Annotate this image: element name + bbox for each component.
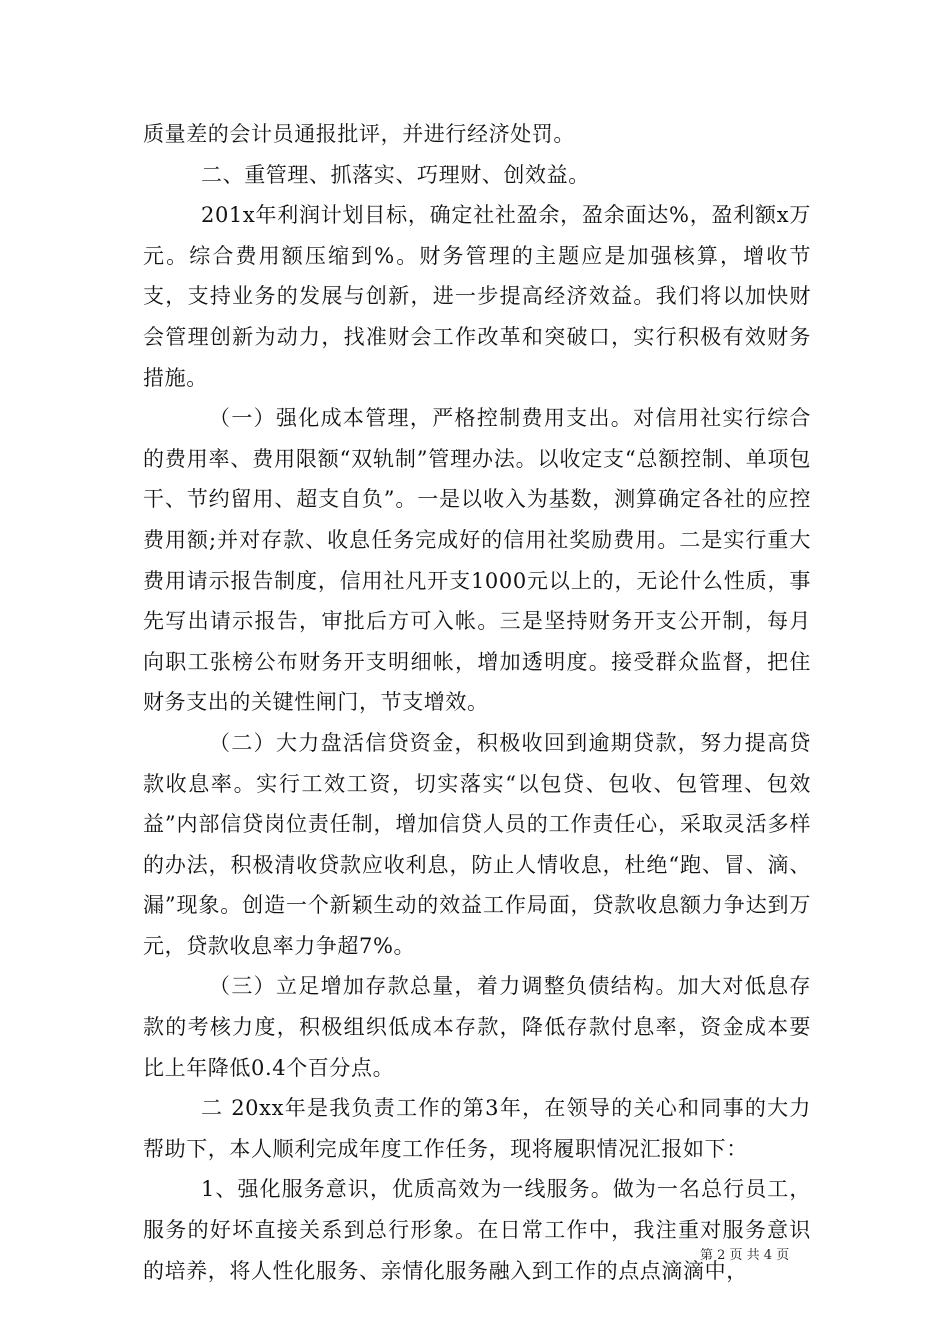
paragraph-1: 质量差的会计员通报批评，并进行经济处罚。 xyxy=(143,122,575,146)
document-body xyxy=(143,114,811,1291)
paragraph-8: 1、强化服务意识，优质高效为一线服务。做为一名总行员工，服务的好坏直接关系到总行形象。在日常工作中，我注重对服务意识的培养，将人性化服务、亲情化服务融入到工作的点点滴滴中， xyxy=(143,1177,811,1283)
paragraph-3: 201x年利润计划目标，确定社社盈余，盈余面达%，盈利额x万元。综合费用额压缩到%。财务管理的主题应是加强核算，增收节支，支持业务的发展与创新，进一步提高经济效益。我们将以加快财会管理创新为动力，找准财会工作改革和突破口，实行积极有效财务措施。 xyxy=(143,203,811,390)
paragraph-6: （三）立足增加存款总量，着力调整负债结构。加大对低息存款的考核力度，积极组织低成本存款，降低存款付息率，资金成本要比上年降低0.4个百分点。 xyxy=(143,974,811,1080)
paragraph-5: （二）大力盘活信贷资金，积极收回到逾期贷款，努力提高贷款收息率。实行工效工资，切实落实“以包贷、包收、包管理、包效益”内部信贷岗位责任制，增加信贷人员的工作责任心，采取灵活多样的办法，积极清收贷款应收利息，防止人情收息，杜绝“跑、冒、滴、漏”现象。创造一个新颖生动的效益工作局面，贷款收息额力争达到万元，贷款收息率力争超7%。 xyxy=(143,730,811,958)
paragraph-2-heading: 二、重管理、抓落实、巧理财、创效益。 xyxy=(201,162,590,187)
page-number-footer: 第 2 页 共 4 页 xyxy=(700,1248,790,1263)
paragraph-4: （一）强化成本管理，严格控制费用支出。对信用社实行综合的费用率、费用限额“双轨制”管理办法。以收定支“总额控制、单项包干、节约留用、超支自负”。一是以收入为基数，测算确定各社的应控费用额;并对存款、收息任务完成好的信用社奖励费用。二是实行重大费用请示报告制度，信用社凡开支1000元以上的，无论什么性质，事先写出请示报告，审批后方可入帐。三是坚持财务开支公开制，每月向职工张榜公布财务开支明细帐，增加透明度。接受群众监督，把住财务支出的关键性闸门，节支增效。 xyxy=(143,406,811,715)
paragraph-7: 二 20xx年是我负责工作的第3年，在领导的关心和同事的大力帮助下，本人顺利完成年度工作任务，现将履职情况汇报如下： xyxy=(143,1096,811,1161)
